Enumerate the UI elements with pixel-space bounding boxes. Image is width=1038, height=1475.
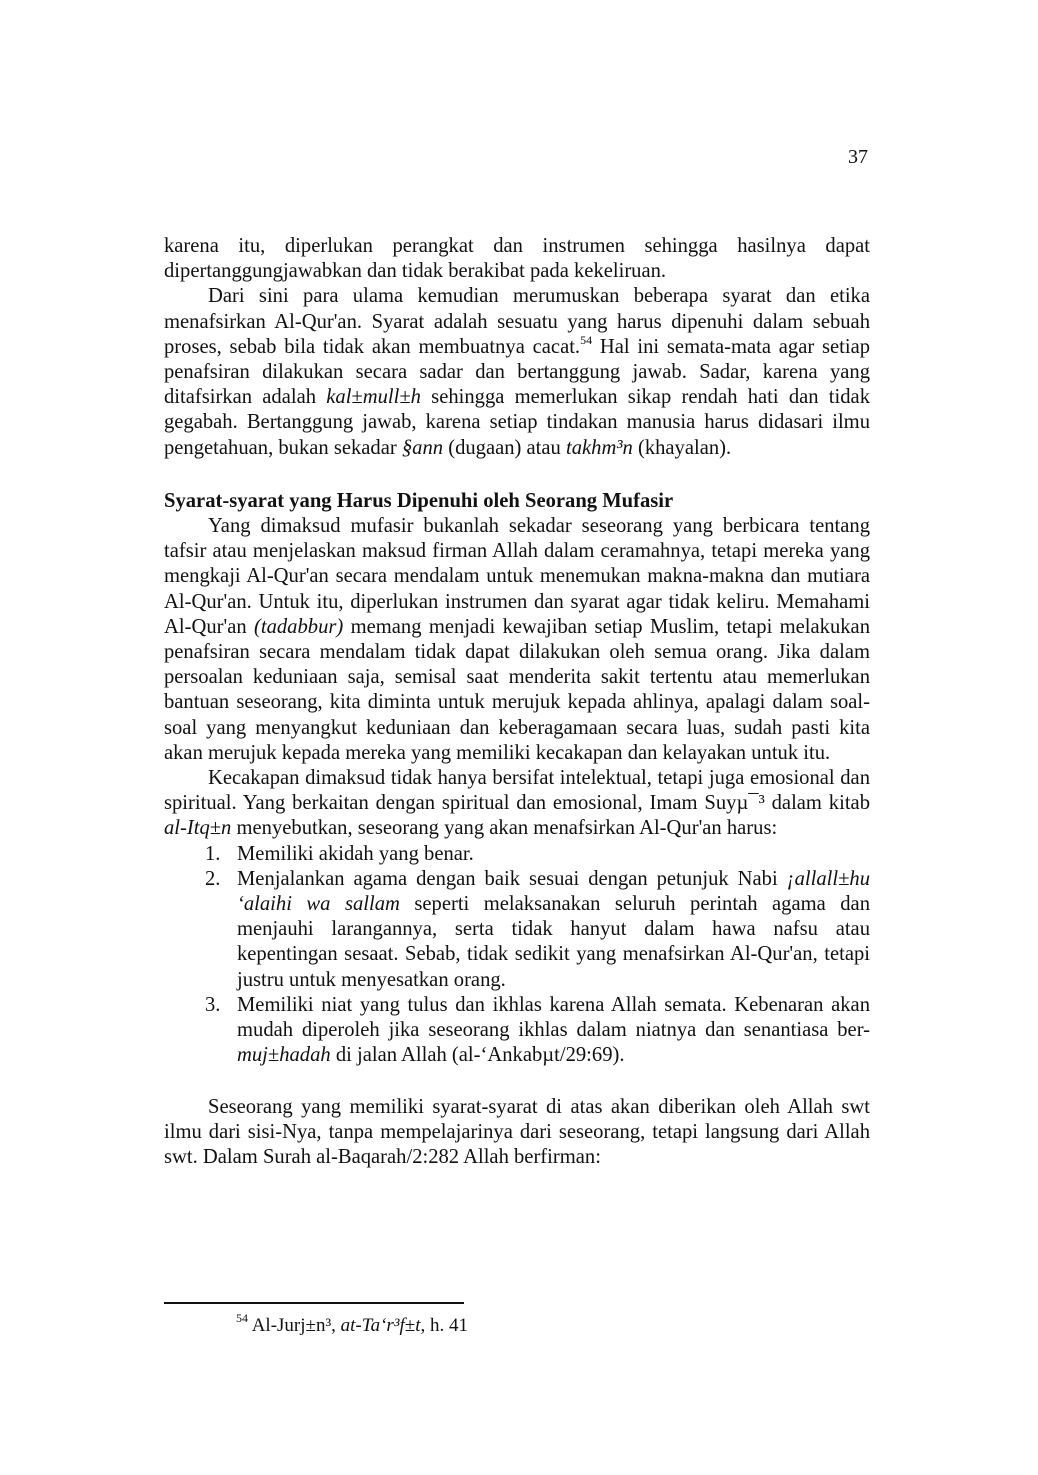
requirements-list <box>164 842 870 1069</box>
footnote: $^{54}$ Al-Jurj±n³, at-Ta‘r³f±t, h. 41 <box>236 1311 468 1336</box>
list-number: 1. <box>205 842 221 865</box>
section-heading: Syarat-syarat yang Harus Dipenuhi oleh Seorang Mufasir <box>164 489 674 512</box>
page-number: 37 <box>848 146 868 168</box>
paragraph-continuation: karena itu, diperlukan perangkat dan instrumen sehingga hasilnya dapat dipertanggungjawabkan dan tidak berakibat pada kekeliruan. <box>164 235 870 283</box>
paragraph-syarat-definition: Dari sini para ulama kemudian merumuskan beberapa syarat dan etika menafsirkan Al-Qur'an. Syarat adalah sesuatu yang harus dipenuhi dalam sebuah proses, sebab bila tidak akan membuatnya cacat.$^{54}$ Hal ini semata-mata agar setiap penafsiran dilakukan secara sadar dan bertanggung jawab. Sadar, karena yang ditafsirkan adalah kal±mull±h sehingga memerlukan sikap rendah hati dan tidak gegabah. Bertanggung jawab, karena setiap tindakan manusia harus didasari ilmu pengetahuan, bukan sekadar §ann (dugaan) atau takhm³n (khayalan). <box>164 285 871 459</box>
paragraph-conclusion: Seseorang yang memiliki syarat-syarat di atas akan diberikan oleh Allah swt ilmu dari sisi-Nya, tanpa mempelajarinya dari seseorang, tetapi langsung dari Allah swt. Dalam Surah al-Baqarah/2:282 Allah berfirman: <box>164 1095 870 1168</box>
paragraph-kecakapan: Kecakapan dimaksud tidak hanya bersifat intelektual, tetapi juga emosional dan spiritual. Yang berkaitan dengan spiritual dan emosional, Imam Suyµ¯³ dalam kitab al-Itq±n menyebutkan, seseorang yang akan menafsirkan Al-Qur'an harus: <box>164 767 870 840</box>
paragraph-mufasir: Yang dimaksud mufasir bukanlah sekadar seseorang yang berbicara tentang tafsir atau menjelaskan maksud firman Allah dalam ceramahnya, tetapi mereka yang mengkaji Al-Qur'an secara mendalam untuk menemukan makna-makna dan mutiara Al-Qur'an. Untuk itu, diperlukan instrumen dan syarat agar tidak keliru. Memahami Al-Qur'an (tadabbur) memang menjadi kewajiban setiap Muslim, tetapi melakukan penafsiran secara mendalam tidak dapat dilakukan oleh semua orang. Jika dalam persoalan keduniaan saja, semisal saat menderita sakit tertentu atau memerlukan bantuan seseorang, kita diminta untuk merujuk kepada ahlinya, apalagi dalam soal-soal yang menyangkut keduniaan dan keberagamaan secara luas, sudah pasti kita akan merujuk kepada mereka yang memiliki kecakapan dan kelayakan untuk itu. <box>164 515 870 764</box>
footnote-number: 54 <box>236 1311 248 1325</box>
list-item: 1. Memiliki akidah yang benar. <box>237 842 870 867</box>
list-number: 3. <box>205 993 221 1016</box>
list-item: 2. Menjalankan agama dengan baik sesuai dengan petunjuk Nabi ¡allall±hu ‘alaihi wa sallam seperti melaksanakan seluruh perintah agama dan menjauhi larangannya, serta tidak hanyut dalam hawa nafsu atau kepentingan sesaat. Sebab, tidak sedikit yang menafsirkan Al-Qur'an, tetapi justru untuk menyesatkan orang. <box>205 867 870 991</box>
body-text <box>164 234 870 1170</box>
list-number: 2. <box>205 867 221 890</box>
footnote-reference[interactable]: 54 <box>580 332 593 347</box>
footnote-divider <box>164 1302 464 1304</box>
list-item: 3. Memiliki niat yang tulus dan ikhlas karena Allah semata. Kebenaran akan mudah diperoleh jika seseorang ikhlas dalam niatnya dan senantiasa ber-muj±hadah di jalan Allah (al-‘Ankabµt/29:69). <box>205 993 870 1067</box>
